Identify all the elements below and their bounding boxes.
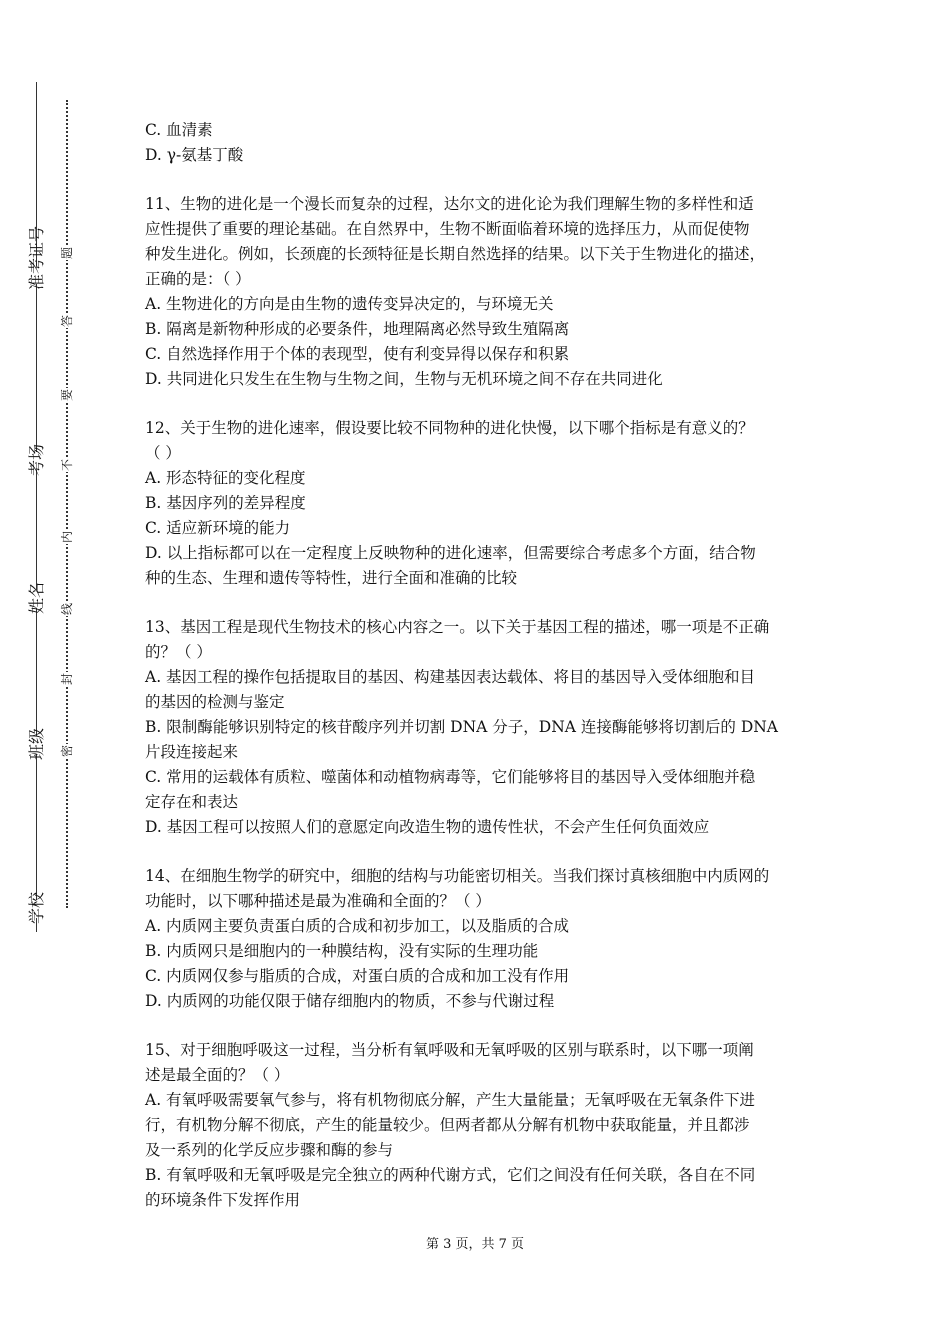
option-c-cont: 定存在和表达 (145, 793, 239, 811)
seal-char: 答 (60, 315, 74, 328)
question-stem: 12、关于生物的进化速率，假设要比较不同物种的进化快慢，以下哪个指标是有意义的？ (145, 419, 754, 437)
option-b: B. 隔离是新物种形成的必要条件，地理隔离必然导致生殖隔离 (145, 320, 570, 338)
seal-char: 不 (60, 459, 74, 472)
question-12 (145, 416, 810, 591)
option-c: C. 内质网仅参与脂质的合成，对蛋白质的合成和加工没有作用 (145, 967, 570, 985)
option-d: D. 内质网的功能仅限于储存细胞内的物质，不参与代谢过程 (145, 992, 555, 1010)
option-c: C. 自然选择作用于个体的表现型，使有利变异得以保存和积累 (145, 345, 570, 363)
option: D. γ-氨基丁酸 (145, 146, 244, 164)
question-stem: 14、在细胞生物学的研究中，细胞的结构与功能密切相关。当我们探讨真核细胞中内质网的 (145, 867, 770, 885)
student-info-column (22, 82, 52, 932)
info-line (36, 82, 37, 932)
question-11 (145, 192, 810, 392)
question-stem: 应性提供了重要的理论基础。在自然界中，生物不断面临着环境的选择压力，从而促使物 (145, 220, 750, 238)
seal-char: 线 (60, 603, 74, 616)
dotted-line (66, 100, 68, 908)
seal-char: 内 (60, 531, 74, 544)
option-c: C. 适应新环境的能力 (145, 519, 291, 537)
class-label: 班级 (22, 736, 52, 754)
option-b-cont: 片段连接起来 (145, 743, 239, 761)
question-stem: 的？（ ） (145, 643, 212, 661)
seal-char: 要 (60, 389, 74, 402)
question-stem: 11、生物的进化是一个漫长而复杂的过程，达尔文的进化论为我们理解生物的多样性和适 (145, 195, 754, 213)
question-14 (145, 864, 810, 1014)
question-15 (145, 1038, 810, 1213)
option-d: D. 基因工程可以按照人们的意愿定向改造生物的遗传性状，不会产生任何负面效应 (145, 818, 710, 836)
option-b-cont: 的环境条件下发挥作用 (145, 1191, 301, 1209)
option-a: A. 有氧呼吸需要氧气参与，将有机物彻底分解，产生大量能量；无氧呼吸在无氧条件下进 (145, 1091, 756, 1109)
page-footer: 第 3 页，共 7 页 (425, 1237, 525, 1252)
school-label: 学校 (22, 900, 52, 918)
option-a-cont: 及一系列的化学反应步骤和酶的参与 (145, 1141, 394, 1159)
option-d-cont: 种的生态、生理和遗传等特性，进行全面和准确的比较 (145, 569, 518, 587)
option: C. 血清素 (145, 121, 213, 139)
option-a: A. 内质网主要负责蛋白质的合成和初步加工，以及脂质的合成 (145, 917, 570, 935)
question-stem: 功能时，以下哪种描述是最为准确和全面的？（ ） (145, 892, 491, 910)
question-stem: 正确的是：（ ） (145, 270, 251, 288)
question-stem: 15、对于细胞呼吸这一过程，当分析有氧呼吸和无氧呼吸的区别与联系时，以下哪一项阐 (145, 1041, 754, 1059)
option-a-cont: 行，有机物分解不彻底，产生的能量较少。但两者都从分解有机物中获取能量，并且都涉 (145, 1116, 750, 1134)
seal-char: 密 (60, 745, 74, 758)
question-content (145, 118, 810, 1213)
option-a: A. 生物进化的方向是由生物的遗传变异决定的，与环境无关 (145, 295, 554, 313)
option-d: D. 以上指标都可以在一定程度上反映物种的进化速率，但需要综合考虑多个方面，结合物 (145, 544, 756, 562)
seal-char: 题 (60, 247, 74, 260)
option-b: B. 基因序列的差异程度 (145, 494, 306, 512)
question-13 (145, 615, 810, 840)
question-stem: 述是最全面的？（ ） (145, 1066, 290, 1084)
name-label: 姓名 (22, 590, 52, 608)
option-b: B. 内质网只是细胞内的一种膜结构，没有实际的生理功能 (145, 942, 539, 960)
exam-room-label: 考场 (22, 452, 52, 470)
option-a: A. 基因工程的操作包括提取目的基因、构建基因表达载体、将目的基因导入受体细胞和目 (145, 668, 756, 686)
option-b: B. 限制酶能够识别特定的核苷酸序列并切割 DNA 分子，DNA 连接酶能够将切割后的 DNA (145, 718, 779, 736)
seal-line (60, 100, 74, 908)
question-stem: （ ） (145, 444, 181, 462)
seal-char: 封 (60, 673, 74, 686)
option-b: B. 有氧呼吸和无氧呼吸是完全独立的两种代谢方式，它们之间没有任何关联，各自在不同 (145, 1166, 756, 1184)
question-stem: 种发生进化。例如，长颈鹿的长颈特征是长期自然选择的结果。以下关于生物进化的描述， (145, 245, 766, 263)
option-a-cont: 的基因的检测与鉴定 (145, 693, 285, 711)
exam-number-label: 准考证号 (22, 266, 52, 284)
binding-margin (0, 0, 110, 1344)
question-stem: 13、基因工程是现代生物技术的核心内容之一。以下关于基因工程的描述，哪一项是不正确 (145, 618, 770, 636)
option-a: A. 形态特征的变化程度 (145, 469, 306, 487)
previous-question-options (145, 118, 810, 168)
option-c: C. 常用的运载体有质粒、噬菌体和动植物病毒等，它们能够将目的基因导入受体细胞并稳 (145, 768, 756, 786)
option-d: D. 共同进化只发生在生物与生物之间，生物与无机环境之间不存在共同进化 (145, 370, 663, 388)
